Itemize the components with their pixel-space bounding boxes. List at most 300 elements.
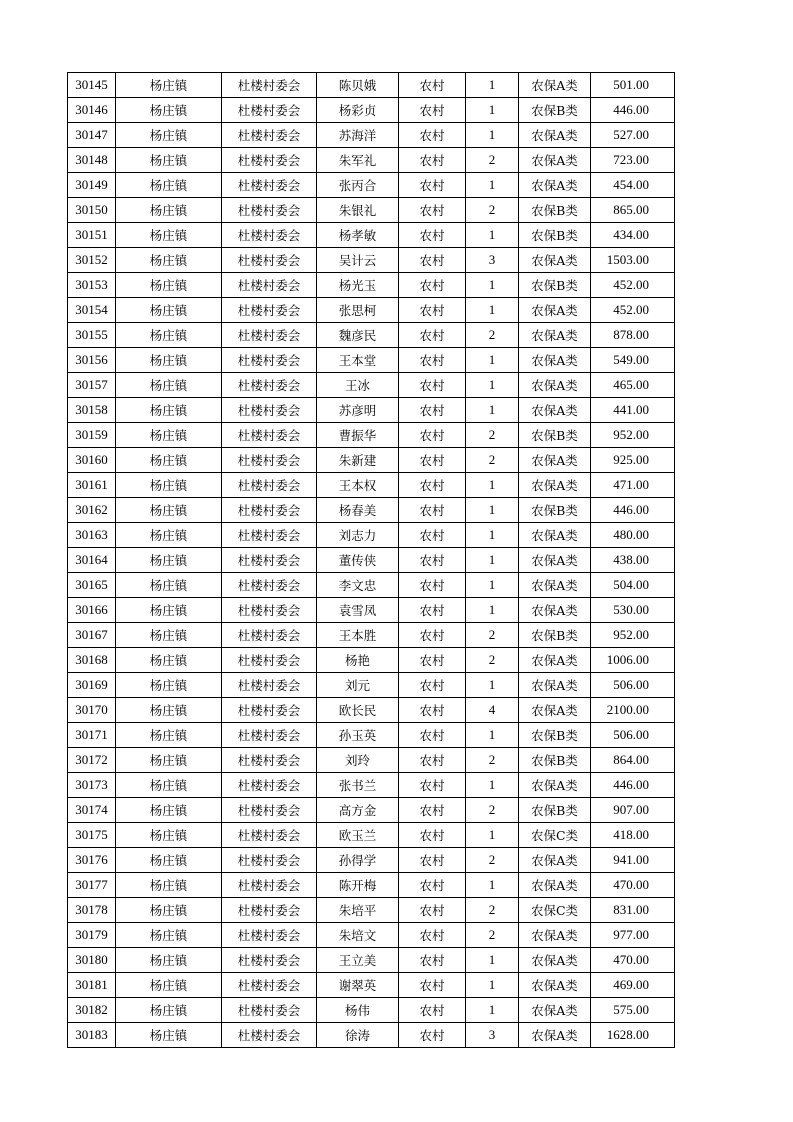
name-cell: 张丙合 xyxy=(317,173,399,198)
town-cell: 杨庄镇 xyxy=(116,848,222,873)
household-size-cell: 2 xyxy=(466,148,519,173)
area-type-cell: 农村 xyxy=(399,173,466,198)
name-cell: 刘元 xyxy=(317,673,399,698)
village-committee-cell: 杜楼村委会 xyxy=(222,798,317,823)
table-row xyxy=(68,98,675,123)
household-size-cell: 2 xyxy=(466,323,519,348)
area-type-cell: 农村 xyxy=(399,123,466,148)
village-committee-cell: 杜楼村委会 xyxy=(222,598,317,623)
area-type-cell: 农村 xyxy=(399,948,466,973)
amount-cell: 506.00 xyxy=(591,723,675,748)
household-size-cell: 1 xyxy=(466,123,519,148)
household-size-cell: 1 xyxy=(466,73,519,98)
amount-cell: 865.00 xyxy=(591,198,675,223)
name-cell: 张书兰 xyxy=(317,773,399,798)
town-cell: 杨庄镇 xyxy=(116,698,222,723)
town-cell: 杨庄镇 xyxy=(116,548,222,573)
area-type-cell: 农村 xyxy=(399,273,466,298)
serial-number-cell: 30151 xyxy=(68,223,116,248)
name-cell: 朱培平 xyxy=(317,898,399,923)
town-cell: 杨庄镇 xyxy=(116,173,222,198)
area-type-cell: 农村 xyxy=(399,623,466,648)
village-committee-cell: 杜楼村委会 xyxy=(222,398,317,423)
household-size-cell: 2 xyxy=(466,448,519,473)
village-committee-cell: 杜楼村委会 xyxy=(222,948,317,973)
town-cell: 杨庄镇 xyxy=(116,523,222,548)
village-committee-cell: 杜楼村委会 xyxy=(222,748,317,773)
serial-number-cell: 30174 xyxy=(68,798,116,823)
serial-number-cell: 30160 xyxy=(68,448,116,473)
household-size-cell: 1 xyxy=(466,373,519,398)
insurance-category-cell: 农保A类 xyxy=(519,298,591,323)
village-committee-cell: 杜楼村委会 xyxy=(222,223,317,248)
amount-cell: 470.00 xyxy=(591,948,675,973)
serial-number-cell: 30148 xyxy=(68,148,116,173)
insurance-category-cell: 农保A类 xyxy=(519,1023,591,1048)
village-committee-cell: 杜楼村委会 xyxy=(222,73,317,98)
amount-cell: 441.00 xyxy=(591,398,675,423)
name-cell: 高方金 xyxy=(317,798,399,823)
insurance-category-cell: 农保C类 xyxy=(519,898,591,923)
insurance-category-cell: 农保A类 xyxy=(519,448,591,473)
insurance-category-cell: 农保A类 xyxy=(519,773,591,798)
beneficiary-table xyxy=(67,72,675,1048)
household-size-cell: 1 xyxy=(466,823,519,848)
table-row xyxy=(68,623,675,648)
serial-number-cell: 30175 xyxy=(68,823,116,848)
table-row xyxy=(68,73,675,98)
village-committee-cell: 杜楼村委会 xyxy=(222,98,317,123)
name-cell: 王本堂 xyxy=(317,348,399,373)
name-cell: 董传侠 xyxy=(317,548,399,573)
table-row xyxy=(68,873,675,898)
name-cell: 杨光玉 xyxy=(317,273,399,298)
area-type-cell: 农村 xyxy=(399,773,466,798)
town-cell: 杨庄镇 xyxy=(116,923,222,948)
amount-cell: 446.00 xyxy=(591,498,675,523)
town-cell: 杨庄镇 xyxy=(116,723,222,748)
name-cell: 张思柯 xyxy=(317,298,399,323)
area-type-cell: 农村 xyxy=(399,923,466,948)
household-size-cell: 1 xyxy=(466,973,519,998)
household-size-cell: 1 xyxy=(466,548,519,573)
town-cell: 杨庄镇 xyxy=(116,823,222,848)
amount-cell: 952.00 xyxy=(591,623,675,648)
area-type-cell: 农村 xyxy=(399,973,466,998)
town-cell: 杨庄镇 xyxy=(116,973,222,998)
area-type-cell: 农村 xyxy=(399,473,466,498)
household-size-cell: 1 xyxy=(466,998,519,1023)
insurance-category-cell: 农保A类 xyxy=(519,148,591,173)
area-type-cell: 农村 xyxy=(399,748,466,773)
serial-number-cell: 30168 xyxy=(68,648,116,673)
table-row xyxy=(68,923,675,948)
village-committee-cell: 杜楼村委会 xyxy=(222,298,317,323)
town-cell: 杨庄镇 xyxy=(116,248,222,273)
table-row xyxy=(68,648,675,673)
household-size-cell: 1 xyxy=(466,223,519,248)
insurance-category-cell: 农保B类 xyxy=(519,273,591,298)
village-committee-cell: 杜楼村委会 xyxy=(222,248,317,273)
insurance-category-cell: 农保A类 xyxy=(519,173,591,198)
village-committee-cell: 杜楼村委会 xyxy=(222,623,317,648)
village-committee-cell: 杜楼村委会 xyxy=(222,273,317,298)
household-size-cell: 1 xyxy=(466,773,519,798)
village-committee-cell: 杜楼村委会 xyxy=(222,573,317,598)
table-row xyxy=(68,323,675,348)
amount-cell: 952.00 xyxy=(591,423,675,448)
household-size-cell: 1 xyxy=(466,273,519,298)
insurance-category-cell: 农保A类 xyxy=(519,473,591,498)
household-size-cell: 1 xyxy=(466,473,519,498)
name-cell: 朱军礼 xyxy=(317,148,399,173)
table-row xyxy=(68,973,675,998)
household-size-cell: 1 xyxy=(466,98,519,123)
table-row xyxy=(68,773,675,798)
area-type-cell: 农村 xyxy=(399,98,466,123)
insurance-category-cell: 农保A类 xyxy=(519,523,591,548)
name-cell: 吴计云 xyxy=(317,248,399,273)
household-size-cell: 1 xyxy=(466,398,519,423)
serial-number-cell: 30158 xyxy=(68,398,116,423)
insurance-category-cell: 农保A类 xyxy=(519,248,591,273)
amount-cell: 452.00 xyxy=(591,273,675,298)
table-row xyxy=(68,448,675,473)
serial-number-cell: 30176 xyxy=(68,848,116,873)
serial-number-cell: 30152 xyxy=(68,248,116,273)
insurance-category-cell: 农保A类 xyxy=(519,998,591,1023)
amount-cell: 418.00 xyxy=(591,823,675,848)
amount-cell: 1503.00 xyxy=(591,248,675,273)
village-committee-cell: 杜楼村委会 xyxy=(222,373,317,398)
name-cell: 谢翠英 xyxy=(317,973,399,998)
serial-number-cell: 30153 xyxy=(68,273,116,298)
name-cell: 王冰 xyxy=(317,373,399,398)
insurance-category-cell: 农保B类 xyxy=(519,198,591,223)
town-cell: 杨庄镇 xyxy=(116,298,222,323)
town-cell: 杨庄镇 xyxy=(116,323,222,348)
table-row xyxy=(68,598,675,623)
table-row xyxy=(68,673,675,698)
village-committee-cell: 杜楼村委会 xyxy=(222,523,317,548)
serial-number-cell: 30159 xyxy=(68,423,116,448)
table-row xyxy=(68,148,675,173)
serial-number-cell: 30149 xyxy=(68,173,116,198)
household-size-cell: 1 xyxy=(466,873,519,898)
table-row xyxy=(68,723,675,748)
name-cell: 欧玉兰 xyxy=(317,823,399,848)
serial-number-cell: 30150 xyxy=(68,198,116,223)
name-cell: 刘志力 xyxy=(317,523,399,548)
name-cell: 孙玉英 xyxy=(317,723,399,748)
area-type-cell: 农村 xyxy=(399,848,466,873)
household-size-cell: 1 xyxy=(466,298,519,323)
insurance-category-cell: 农保B类 xyxy=(519,623,591,648)
village-committee-cell: 杜楼村委会 xyxy=(222,198,317,223)
insurance-category-cell: 农保A类 xyxy=(519,123,591,148)
table-row xyxy=(68,248,675,273)
amount-cell: 977.00 xyxy=(591,923,675,948)
area-type-cell: 农村 xyxy=(399,873,466,898)
serial-number-cell: 30173 xyxy=(68,773,116,798)
amount-cell: 941.00 xyxy=(591,848,675,873)
name-cell: 杨艳 xyxy=(317,648,399,673)
table-row xyxy=(68,348,675,373)
table-row xyxy=(68,423,675,448)
table-row xyxy=(68,1023,675,1048)
amount-cell: 471.00 xyxy=(591,473,675,498)
amount-cell: 723.00 xyxy=(591,148,675,173)
village-committee-cell: 杜楼村委会 xyxy=(222,648,317,673)
table-row xyxy=(68,398,675,423)
village-committee-cell: 杜楼村委会 xyxy=(222,848,317,873)
serial-number-cell: 30177 xyxy=(68,873,116,898)
insurance-category-cell: 农保B类 xyxy=(519,223,591,248)
name-cell: 朱银礼 xyxy=(317,198,399,223)
table-row xyxy=(68,373,675,398)
amount-cell: 530.00 xyxy=(591,598,675,623)
town-cell: 杨庄镇 xyxy=(116,498,222,523)
household-size-cell: 2 xyxy=(466,898,519,923)
insurance-category-cell: 农保A类 xyxy=(519,598,591,623)
area-type-cell: 农村 xyxy=(399,298,466,323)
area-type-cell: 农村 xyxy=(399,198,466,223)
town-cell: 杨庄镇 xyxy=(116,423,222,448)
area-type-cell: 农村 xyxy=(399,423,466,448)
town-cell: 杨庄镇 xyxy=(116,273,222,298)
insurance-category-cell: 农保B类 xyxy=(519,723,591,748)
village-committee-cell: 杜楼村委会 xyxy=(222,873,317,898)
household-size-cell: 1 xyxy=(466,573,519,598)
town-cell: 杨庄镇 xyxy=(116,623,222,648)
serial-number-cell: 30165 xyxy=(68,573,116,598)
amount-cell: 878.00 xyxy=(591,323,675,348)
name-cell: 王本权 xyxy=(317,473,399,498)
village-committee-cell: 杜楼村委会 xyxy=(222,898,317,923)
serial-number-cell: 30161 xyxy=(68,473,116,498)
village-committee-cell: 杜楼村委会 xyxy=(222,498,317,523)
village-committee-cell: 杜楼村委会 xyxy=(222,823,317,848)
table-row xyxy=(68,273,675,298)
town-cell: 杨庄镇 xyxy=(116,748,222,773)
insurance-category-cell: 农保B类 xyxy=(519,98,591,123)
area-type-cell: 农村 xyxy=(399,1023,466,1048)
household-size-cell: 1 xyxy=(466,173,519,198)
insurance-category-cell: 农保A类 xyxy=(519,398,591,423)
town-cell: 杨庄镇 xyxy=(116,98,222,123)
amount-cell: 469.00 xyxy=(591,973,675,998)
town-cell: 杨庄镇 xyxy=(116,898,222,923)
household-size-cell: 2 xyxy=(466,848,519,873)
amount-cell: 454.00 xyxy=(591,173,675,198)
insurance-category-cell: 农保A类 xyxy=(519,73,591,98)
serial-number-cell: 30170 xyxy=(68,698,116,723)
serial-number-cell: 30169 xyxy=(68,673,116,698)
household-size-cell: 1 xyxy=(466,948,519,973)
serial-number-cell: 30155 xyxy=(68,323,116,348)
amount-cell: 1006.00 xyxy=(591,648,675,673)
name-cell: 陈开梅 xyxy=(317,873,399,898)
insurance-category-cell: 农保C类 xyxy=(519,823,591,848)
table-row xyxy=(68,173,675,198)
town-cell: 杨庄镇 xyxy=(116,348,222,373)
area-type-cell: 农村 xyxy=(399,648,466,673)
table-row xyxy=(68,473,675,498)
town-cell: 杨庄镇 xyxy=(116,873,222,898)
household-size-cell: 1 xyxy=(466,598,519,623)
village-committee-cell: 杜楼村委会 xyxy=(222,173,317,198)
serial-number-cell: 30180 xyxy=(68,948,116,973)
amount-cell: 504.00 xyxy=(591,573,675,598)
serial-number-cell: 30147 xyxy=(68,123,116,148)
village-committee-cell: 杜楼村委会 xyxy=(222,548,317,573)
insurance-category-cell: 农保B类 xyxy=(519,423,591,448)
village-committee-cell: 杜楼村委会 xyxy=(222,673,317,698)
household-size-cell: 1 xyxy=(466,498,519,523)
table-row xyxy=(68,298,675,323)
name-cell: 魏彦民 xyxy=(317,323,399,348)
area-type-cell: 农村 xyxy=(399,998,466,1023)
insurance-category-cell: 农保A类 xyxy=(519,648,591,673)
insurance-category-cell: 农保A类 xyxy=(519,873,591,898)
serial-number-cell: 30171 xyxy=(68,723,116,748)
amount-cell: 549.00 xyxy=(591,348,675,373)
amount-cell: 1628.00 xyxy=(591,1023,675,1048)
table-row xyxy=(68,223,675,248)
village-committee-cell: 杜楼村委会 xyxy=(222,323,317,348)
serial-number-cell: 30157 xyxy=(68,373,116,398)
town-cell: 杨庄镇 xyxy=(116,798,222,823)
area-type-cell: 农村 xyxy=(399,323,466,348)
town-cell: 杨庄镇 xyxy=(116,998,222,1023)
table-row xyxy=(68,848,675,873)
name-cell: 王立美 xyxy=(317,948,399,973)
table-row xyxy=(68,948,675,973)
amount-cell: 506.00 xyxy=(591,673,675,698)
village-committee-cell: 杜楼村委会 xyxy=(222,123,317,148)
amount-cell: 434.00 xyxy=(591,223,675,248)
village-committee-cell: 杜楼村委会 xyxy=(222,973,317,998)
insurance-category-cell: 农保A类 xyxy=(519,323,591,348)
name-cell: 刘玲 xyxy=(317,748,399,773)
village-committee-cell: 杜楼村委会 xyxy=(222,998,317,1023)
table-row xyxy=(68,823,675,848)
area-type-cell: 农村 xyxy=(399,223,466,248)
household-size-cell: 2 xyxy=(466,748,519,773)
household-size-cell: 2 xyxy=(466,923,519,948)
village-committee-cell: 杜楼村委会 xyxy=(222,723,317,748)
insurance-category-cell: 农保B类 xyxy=(519,748,591,773)
amount-cell: 831.00 xyxy=(591,898,675,923)
town-cell: 杨庄镇 xyxy=(116,198,222,223)
area-type-cell: 农村 xyxy=(399,598,466,623)
area-type-cell: 农村 xyxy=(399,248,466,273)
insurance-category-cell: 农保A类 xyxy=(519,673,591,698)
town-cell: 杨庄镇 xyxy=(116,648,222,673)
area-type-cell: 农村 xyxy=(399,823,466,848)
insurance-category-cell: 农保A类 xyxy=(519,923,591,948)
town-cell: 杨庄镇 xyxy=(116,73,222,98)
insurance-category-cell: 农保B类 xyxy=(519,798,591,823)
serial-number-cell: 30183 xyxy=(68,1023,116,1048)
amount-cell: 575.00 xyxy=(591,998,675,1023)
name-cell: 苏海洋 xyxy=(317,123,399,148)
village-committee-cell: 杜楼村委会 xyxy=(222,1023,317,1048)
serial-number-cell: 30181 xyxy=(68,973,116,998)
area-type-cell: 农村 xyxy=(399,898,466,923)
household-size-cell: 3 xyxy=(466,1023,519,1048)
area-type-cell: 农村 xyxy=(399,523,466,548)
name-cell: 孙得学 xyxy=(317,848,399,873)
amount-cell: 527.00 xyxy=(591,123,675,148)
name-cell: 杨彩贞 xyxy=(317,98,399,123)
insurance-category-cell: 农保A类 xyxy=(519,698,591,723)
name-cell: 杨伟 xyxy=(317,998,399,1023)
town-cell: 杨庄镇 xyxy=(116,598,222,623)
insurance-category-cell: 农保A类 xyxy=(519,373,591,398)
town-cell: 杨庄镇 xyxy=(116,1023,222,1048)
table-row xyxy=(68,898,675,923)
name-cell: 袁雪凤 xyxy=(317,598,399,623)
insurance-category-cell: 农保B类 xyxy=(519,498,591,523)
area-type-cell: 农村 xyxy=(399,548,466,573)
serial-number-cell: 30162 xyxy=(68,498,116,523)
household-size-cell: 1 xyxy=(466,673,519,698)
table-row xyxy=(68,548,675,573)
area-type-cell: 农村 xyxy=(399,348,466,373)
insurance-category-cell: 农保A类 xyxy=(519,973,591,998)
town-cell: 杨庄镇 xyxy=(116,148,222,173)
serial-number-cell: 30166 xyxy=(68,598,116,623)
serial-number-cell: 30164 xyxy=(68,548,116,573)
town-cell: 杨庄镇 xyxy=(116,573,222,598)
table-row xyxy=(68,523,675,548)
area-type-cell: 农村 xyxy=(399,673,466,698)
amount-cell: 446.00 xyxy=(591,773,675,798)
town-cell: 杨庄镇 xyxy=(116,473,222,498)
serial-number-cell: 30145 xyxy=(68,73,116,98)
name-cell: 徐涛 xyxy=(317,1023,399,1048)
insurance-category-cell: 农保A类 xyxy=(519,848,591,873)
table-row xyxy=(68,498,675,523)
name-cell: 朱培文 xyxy=(317,923,399,948)
area-type-cell: 农村 xyxy=(399,798,466,823)
household-size-cell: 2 xyxy=(466,198,519,223)
village-committee-cell: 杜楼村委会 xyxy=(222,423,317,448)
serial-number-cell: 30179 xyxy=(68,923,116,948)
household-size-cell: 4 xyxy=(466,698,519,723)
serial-number-cell: 30178 xyxy=(68,898,116,923)
name-cell: 欧长民 xyxy=(317,698,399,723)
village-committee-cell: 杜楼村委会 xyxy=(222,448,317,473)
amount-cell: 864.00 xyxy=(591,748,675,773)
name-cell: 李文忠 xyxy=(317,573,399,598)
town-cell: 杨庄镇 xyxy=(116,123,222,148)
table-row xyxy=(68,123,675,148)
amount-cell: 907.00 xyxy=(591,798,675,823)
household-size-cell: 1 xyxy=(466,348,519,373)
serial-number-cell: 30172 xyxy=(68,748,116,773)
area-type-cell: 农村 xyxy=(399,573,466,598)
town-cell: 杨庄镇 xyxy=(116,448,222,473)
household-size-cell: 2 xyxy=(466,648,519,673)
name-cell: 陈贝娥 xyxy=(317,73,399,98)
area-type-cell: 农村 xyxy=(399,448,466,473)
amount-cell: 480.00 xyxy=(591,523,675,548)
amount-cell: 452.00 xyxy=(591,298,675,323)
table-row xyxy=(68,798,675,823)
insurance-category-cell: 农保A类 xyxy=(519,348,591,373)
